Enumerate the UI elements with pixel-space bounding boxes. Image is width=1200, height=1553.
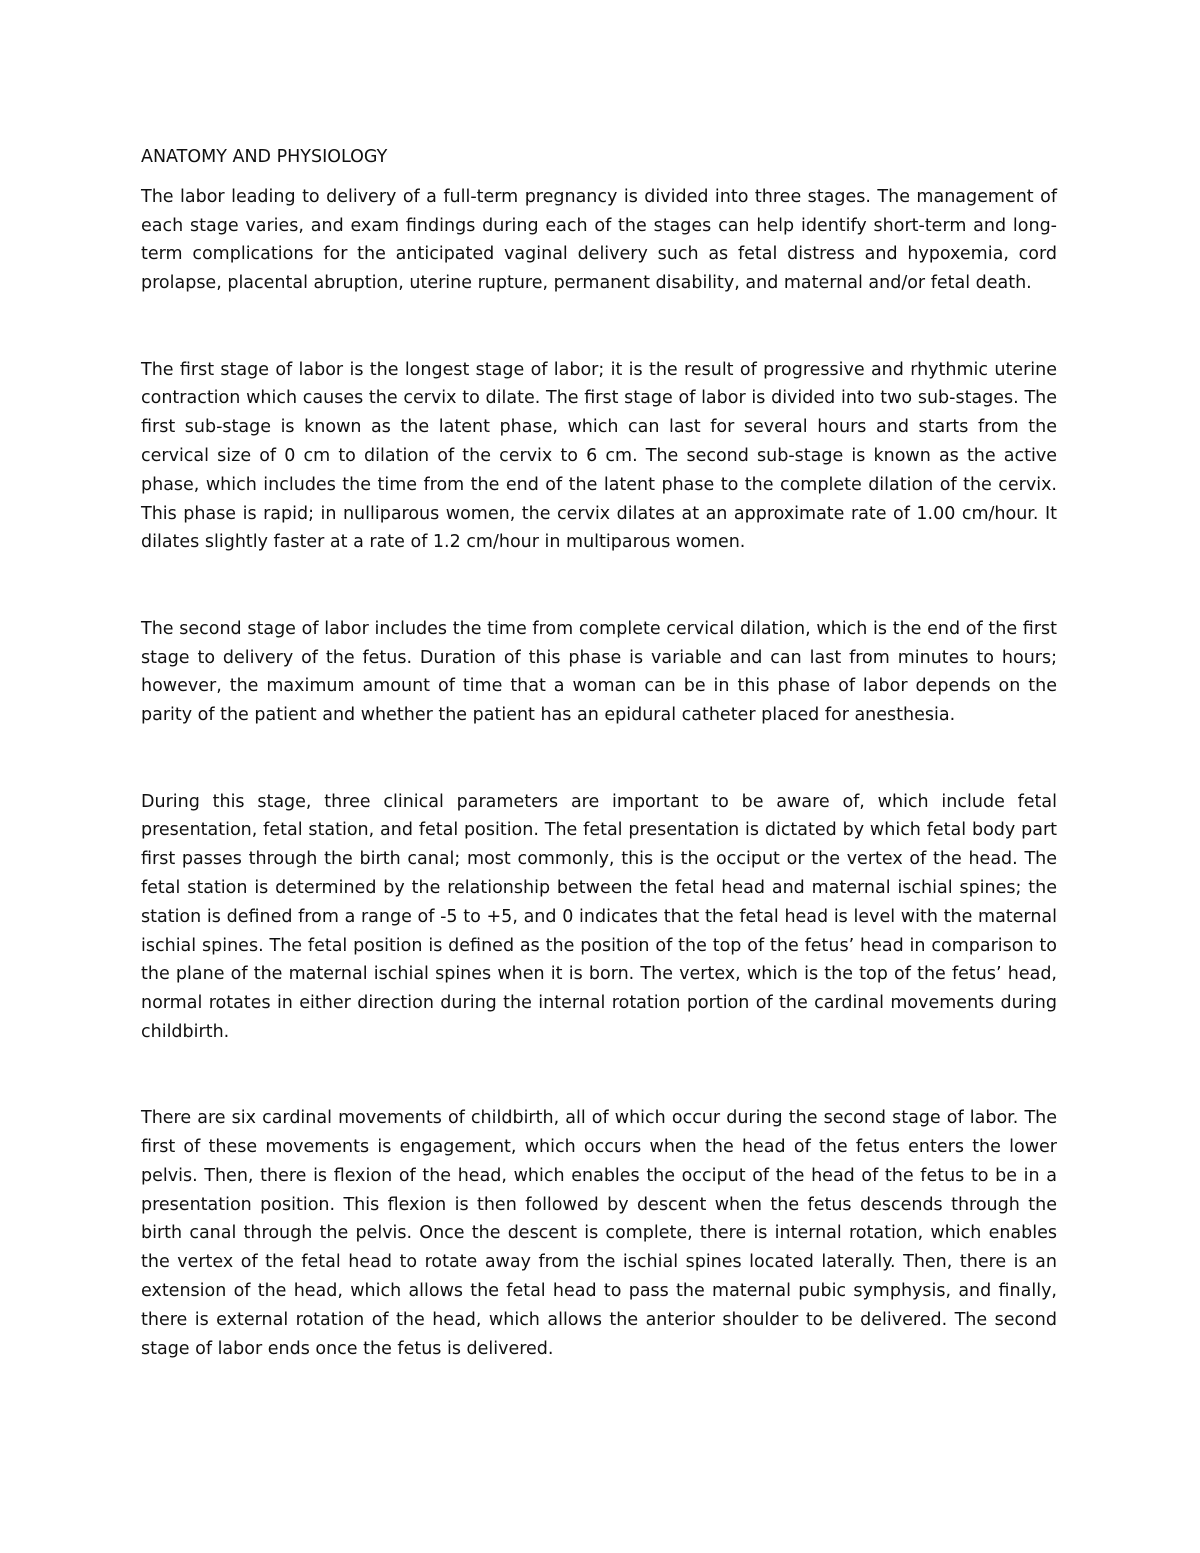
paragraph-cardinal-movements: There are six cardinal movements of childbirth, all of which occur during the second stage of labor. The first of these movements is engagement, which occurs when the head of the fetus enters the lower pelvis. Then, there is flexion of the head, which enables the occiput of the head of the fetus to be in a presentation position. This flexion is then followed by descent when the fetus descends through the birth canal through the pelvis. Once the descent is complete, there is internal rotation, which enables the vertex of the fetal head to rotate away from the ischial spines located laterally. Then, there is an extension of the head, which allows the fetal head to pass the maternal pubic symphysis, and finally, there is external rotation of the head, which allows the anterior shoulder to be delivered. The second stage of labor ends once the fetus is delivered. (141, 1108, 1057, 1359)
paragraph-spacer (141, 1047, 1057, 1105)
paragraph-first-stage: The first stage of labor is the longest stage of labor; it is the result of progressive and rhythmic uterine contraction which causes the cervix to dilate. The first stage of labor is divided into two sub-stages. The first sub-stage is known as the latent phase, which can last for several hours and starts from the cervical size of 0 cm to dilation of the cervix to 6 cm. The second sub-stage is known as the active phase, which includes the time from the end of the latent phase to the complete dilation of the cervix. This phase is rapid; in nulliparous women, the cervix dilates at an approximate rate of 1.00 cm/hour. It dilates slightly faster at a rate of 1.2 cm/hour in multiparous women. (141, 359, 1057, 553)
document-heading: ANATOMY AND PHYSIOLOGY (141, 147, 388, 167)
paragraph-spacer (141, 298, 1057, 356)
paragraph-spacer (141, 730, 1057, 788)
paragraph-second-stage: The second stage of labor includes the time from complete cervical dilation, which is the end of the first stage to delivery of the fetus. Duration of this phase is variable and can last from minutes to hours; however, the maximum amount of time that a woman can be in this phase of labor depends on the parity of the patient and whether the patient has an epidural catheter placed for anesthesia. (141, 618, 1057, 726)
paragraph-introduction: The labor leading to delivery of a full-term pregnancy is divided into three stages. The management of each stage varies, and exam findings during each of the stages can help identify short-term and long-term complications for the anticipated vaginal delivery such as fetal distress and hypoxemia, cord prolapse, placental abruption, uterine rupture, permanent disability, and maternal and/or fetal death. (141, 186, 1057, 294)
document-body (141, 143, 1057, 1363)
paragraph-spacer (141, 557, 1057, 615)
paragraph-clinical-parameters: During this stage, three clinical parameters are important to be aware of, which include fetal presentation, fetal station, and fetal position. The fetal presentation is dictated by which fetal body part first passes through the birth canal; most commonly, this is the occiput or the vertex of the head. The fetal station is determined by the relationship between the fetal head and maternal ischial spines; the station is defined from a range of -5 to +5, and 0 indicates that the fetal head is level with the maternal ischial spines. The fetal position is defined as the position of the top of the fetus’ head in comparison to the plane of the maternal ischial spines when it is born. The vertex, which is the top of the fetus’ head, normal rotates in either direction during the internal rotation portion of the cardinal movements during childbirth. (141, 791, 1057, 1042)
